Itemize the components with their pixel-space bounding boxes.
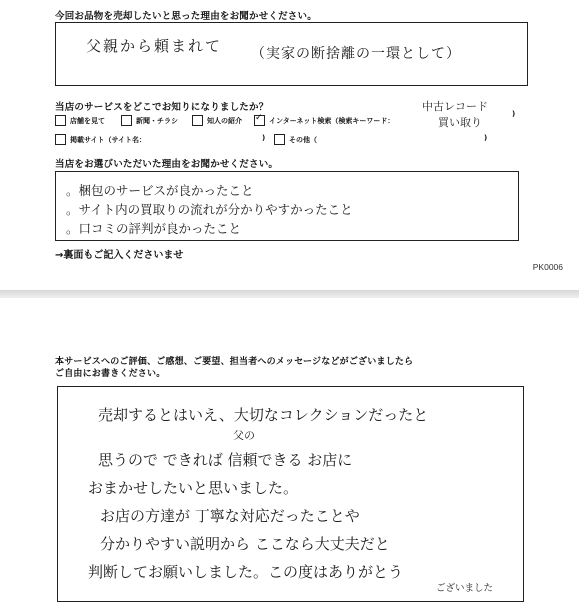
option-label: 知人の紹介 xyxy=(207,116,242,125)
checkbox[interactable] xyxy=(55,134,66,145)
back-side-note: →裏面もご記入くださいませ xyxy=(55,250,184,261)
option-listing-site[interactable] xyxy=(55,134,146,145)
handwritten-why-1: 。梱包のサービスが良かったこと xyxy=(66,183,254,198)
question-why-chose: 当店をお選びいただいた理由をお聞かせください。 xyxy=(55,159,279,170)
handwritten-message-4: お店の方達が 丁寧な対応だったことや xyxy=(100,507,360,525)
paren-close: ) xyxy=(484,134,488,142)
answer-box-why-chose xyxy=(55,171,519,241)
document-code: PK0006 xyxy=(532,262,563,272)
option-other[interactable] xyxy=(274,134,317,145)
option-store[interactable] xyxy=(55,115,105,126)
page-separator xyxy=(0,290,579,298)
question-reason-sell: 今回お品物を売却したいと思った理由をお聞かせください。 xyxy=(55,11,317,22)
message-box xyxy=(57,386,524,602)
option-newspaper[interactable] xyxy=(121,115,178,126)
question-message-line2: ご自由にお書きください。 xyxy=(55,369,166,379)
handwritten-closing: ございました xyxy=(436,583,494,594)
checkbox-checked[interactable] xyxy=(254,115,265,126)
option-label: 店舗を見て xyxy=(70,116,105,125)
option-internet-search[interactable] xyxy=(254,115,394,126)
question-how-know: 当店のサービスをどこでお知りになりましたか？ xyxy=(55,102,269,113)
checkbox[interactable] xyxy=(55,115,66,126)
question-message-line1: 本サービスへのご評価、ご感想、ご要望、担当者へのメッセージなどがございましたら xyxy=(55,357,414,367)
handwritten-keyword-1: 中古レコード xyxy=(422,100,488,113)
survey-page-front xyxy=(0,0,579,290)
handwritten-keyword-2: 買い取り xyxy=(438,116,482,129)
handwritten-message-1: 売却するとはいえ、大切なコレクションだったと xyxy=(98,406,429,424)
handwritten-message-2: 思うので できれば 信頼できる お店に xyxy=(98,451,353,469)
option-label: 掲載サイト（サイト名： xyxy=(70,135,147,144)
handwritten-insert: 父の xyxy=(233,429,255,442)
option-label: 新聞・チラシ xyxy=(136,116,178,125)
handwritten-message-3: おまかせしたいと思いました。 xyxy=(88,479,299,497)
option-referral[interactable] xyxy=(192,115,242,126)
checkbox[interactable] xyxy=(192,115,203,126)
option-label: その他（ xyxy=(289,135,317,144)
handwritten-message-5: 分かりやすい説明から ここなら大丈夫だと xyxy=(100,535,390,553)
handwritten-reason-1: 父親から頼まれて xyxy=(86,37,223,55)
checkbox[interactable] xyxy=(121,115,132,126)
checkbox[interactable] xyxy=(274,134,285,145)
paren-close: ) xyxy=(512,110,516,118)
answer-box-reason-sell xyxy=(55,22,528,86)
handwritten-message-6: 判断してお願いしました。この度はありがとう xyxy=(88,563,404,581)
paren-close: ) xyxy=(262,134,266,142)
handwritten-reason-2: （実家の断捨離の一環として） xyxy=(251,46,461,62)
handwritten-why-3: 。口コミの評判が良かったこと xyxy=(66,221,242,236)
option-label: インターネット検索（検索キーワード： xyxy=(269,116,395,125)
survey-page-back xyxy=(0,298,579,604)
handwritten-why-2: 。サイト内の買取りの流れが分かりやすかったこと xyxy=(66,202,353,217)
